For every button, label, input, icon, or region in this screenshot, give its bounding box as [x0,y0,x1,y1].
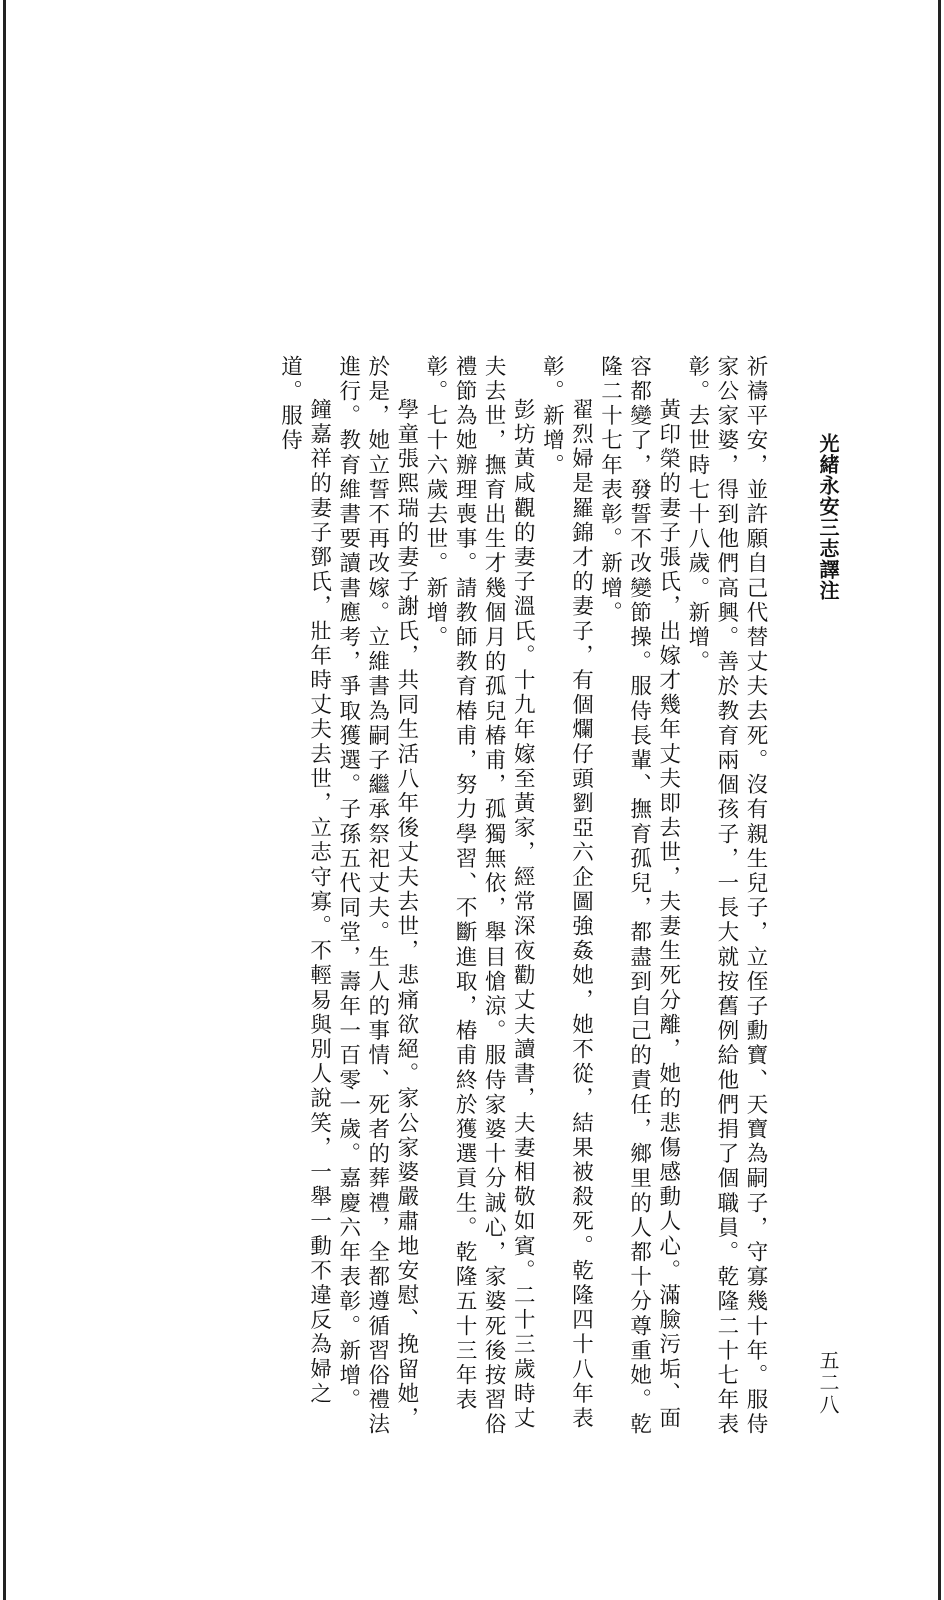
page-number: 五二八 [816,1350,840,1416]
paragraph-zhai-martyr-wife: 翟烈婦是羅錦才的妻子，有個爛仔頭劉亞六企圖強姦她，她不從，結果被殺死。乾隆四十八年表彰。新增。 [539,355,594,1432]
body-text [150,355,770,1445]
paragraph-huang-yinrong-wife: 黃印榮的妻子張氏，出嫁才幾年丈夫即去世，夫妻生死分離，她的悲傷感動人心。滿臉污垢、面容都變了，發誓不改變節操。服侍長輩、撫育孤兒，都盡到自己的責任，鄉里的人都十分尊重她。乾隆二十七年表彰。新增。 [597,355,681,1438]
page-right-edge [938,0,941,1600]
running-header-title: 光緒永安三志譯注 [816,433,840,601]
page-left-edge [3,0,6,1600]
paragraph-zhong-jiaxiang-wife: 鐘嘉祥的妻子鄧氏，壯年時丈夫去世，立志守寡。不輕易與別人說笑，一舉一動不違反為婦之道。服侍 [277,355,332,1407]
paragraph-zhang-xirui-wife: 學童張熙瑞的妻子謝氏，共同生活八年後丈夫去世，悲痛欲絕。家公家婆嚴肅地安慰、挽留她，於是，她立誓不再改嫁。立維書為嗣子繼承祭祀丈夫。生人的事情、死者的葬禮，全都遵循習俗禮法進行。教育維書要讀書應考，爭取獲選。子孫五代同堂，壽年一百零一歲。嘉慶六年表彰。新增。 [335,355,419,1438]
paragraph-prayer-continuation: 祈禱平安，並許願自己代替丈夫去死。沒有親生兒子，立侄子勳寶、天寶為嗣子，守寡幾十年。服侍家公家婆，得到他們高興。善於教育兩個孩子，一長大就按舊例給他們捐了個職員。乾隆二十七年表彰。去世時七十八歲。新增。 [684,355,768,1438]
paragraph-huang-xianguan-wife: 彭坊黃咸觀的妻子溫氏。十九年嫁至黃家，經常深夜勸丈夫讀書，夫妻相敬如賓。二十三歲時丈夫去世，撫育出生才幾個月的孤兒椿甫，孤獨無依，舉目愴涼。服侍家婆十分誠心，家婆死後按習俗禮節為她辦理喪事。請教師教育椿甫，努力學習、不斷進取，椿甫終於獲選貢生。乾隆五十三年表彰。七十六歲去世。新增。 [422,355,536,1438]
